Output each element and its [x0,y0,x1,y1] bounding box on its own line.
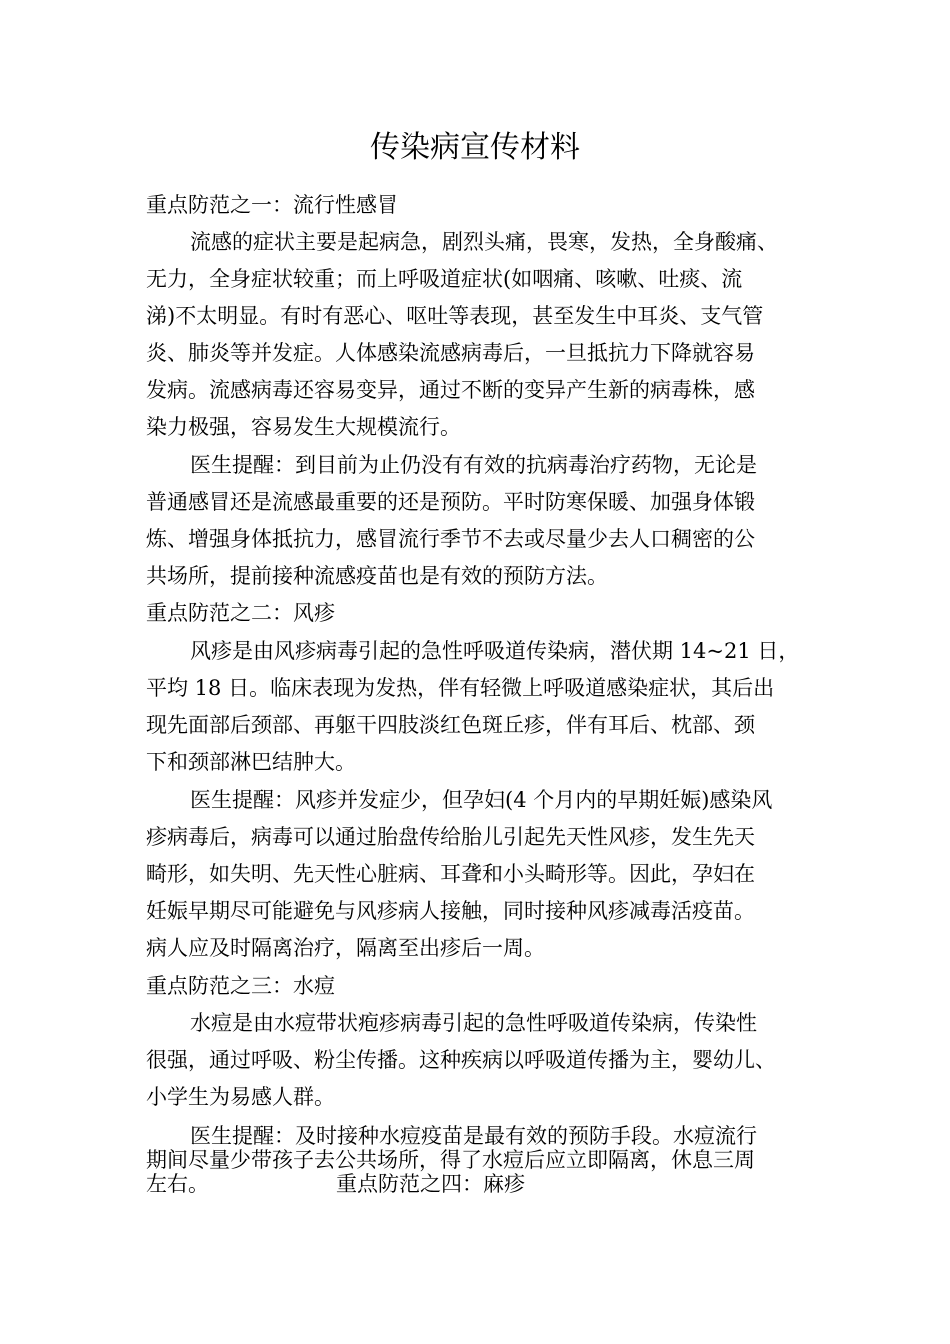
heading-chickenpox: 重点防范之三：水痘 [146,974,335,998]
paragraph-line: 很强，通过呼吸、粉尘传播。这种疾病以呼吸道传播为主，婴幼儿、 [146,1048,776,1072]
paragraph-line: 发病。流感病毒还容易变异，通过不断的变异产生新的病毒株，感 [146,378,755,402]
paragraph-line: 小学生为易感人群。 [146,1085,335,1109]
paragraph-line: 左右。 [146,1172,209,1196]
paragraph-line: 现先面部后颈部、再躯干四肢淡红色斑丘疹，伴有耳后、枕部、颈 [146,713,755,737]
heading-influenza: 重点防范之一：流行性感冒 [146,193,398,217]
heading-rubella: 重点防范之二：风疹 [146,601,335,625]
paragraph-line: 下和颈部淋巴结肿大。 [146,750,356,774]
paragraph-line: 炎、肺炎等并发症。人体感染流感病毒后，一旦抵抗力下降就容易 [146,341,755,365]
paragraph-line: 医生提醒：及时接种水痘疫苗是最有效的预防手段。水痘流行 [190,1124,757,1148]
paragraph-line: 病人应及时隔离治疗，隔离至出疹后一周。 [146,936,545,960]
paragraph-line: 水痘是由水痘带状疱疹病毒引起的急性呼吸道传染病，传染性 [190,1011,757,1035]
paragraph-line: 医生提醒：到目前为止仍没有有效的抗病毒治疗药物，无论是 [190,453,757,477]
document-title: 传染病宣传材料 [370,130,580,165]
paragraph-line: 疹病毒后，病毒可以通过胎盘传给胎儿引起先天性风疹，发生先天 [146,825,755,849]
paragraph-line: 畸形，如失明、先天性心脏病、耳聋和小头畸形等。因此，孕妇在 [146,862,755,886]
paragraph-line: 医生提醒：风疹并发症少，但孕妇(4 个月内的早期妊娠)感染风 [190,788,773,812]
paragraph-line: 期间尽量少带孩子去公共场所，得了水痘后应立即隔离，休息三周 [146,1148,755,1172]
paragraph-line: 风疹是由风疹病毒引起的急性呼吸道传染病，潜伏期 14~21 日， [190,639,800,663]
paragraph-line: 炼、增强身体抵抗力，感冒流行季节不去或尽量少去人口稠密的公 [146,527,755,551]
paragraph-line: 涕)不太明显。有时有恶心、呕吐等表现，甚至发生中耳炎、支气管 [146,304,764,328]
paragraph-line: 普通感冒还是流感最重要的还是预防。平时防寒保暖、加强身体锻 [146,490,755,514]
paragraph-line: 无力，全身症状较重；而上呼吸道症状(如咽痛、咳嗽、吐痰、流 [146,267,743,291]
paragraph-line: 流感的症状主要是起病急，剧烈头痛，畏寒，发热，全身酸痛、 [190,230,778,254]
paragraph-line: 共场所，提前接种流感疫苗也是有效的预防方法。 [146,564,608,588]
paragraph-line: 平均 18 日。临床表现为发热，伴有轻微上呼吸道感染症状，其后出 [146,676,775,700]
heading-measles: 重点防范之四：麻疹 [336,1172,525,1196]
paragraph-line: 妊娠早期尽可能避免与风疹病人接触，同时接种风疹减毒活疫苗。 [146,899,755,923]
paragraph-line: 染力极强，容易发生大规模流行。 [146,415,461,439]
